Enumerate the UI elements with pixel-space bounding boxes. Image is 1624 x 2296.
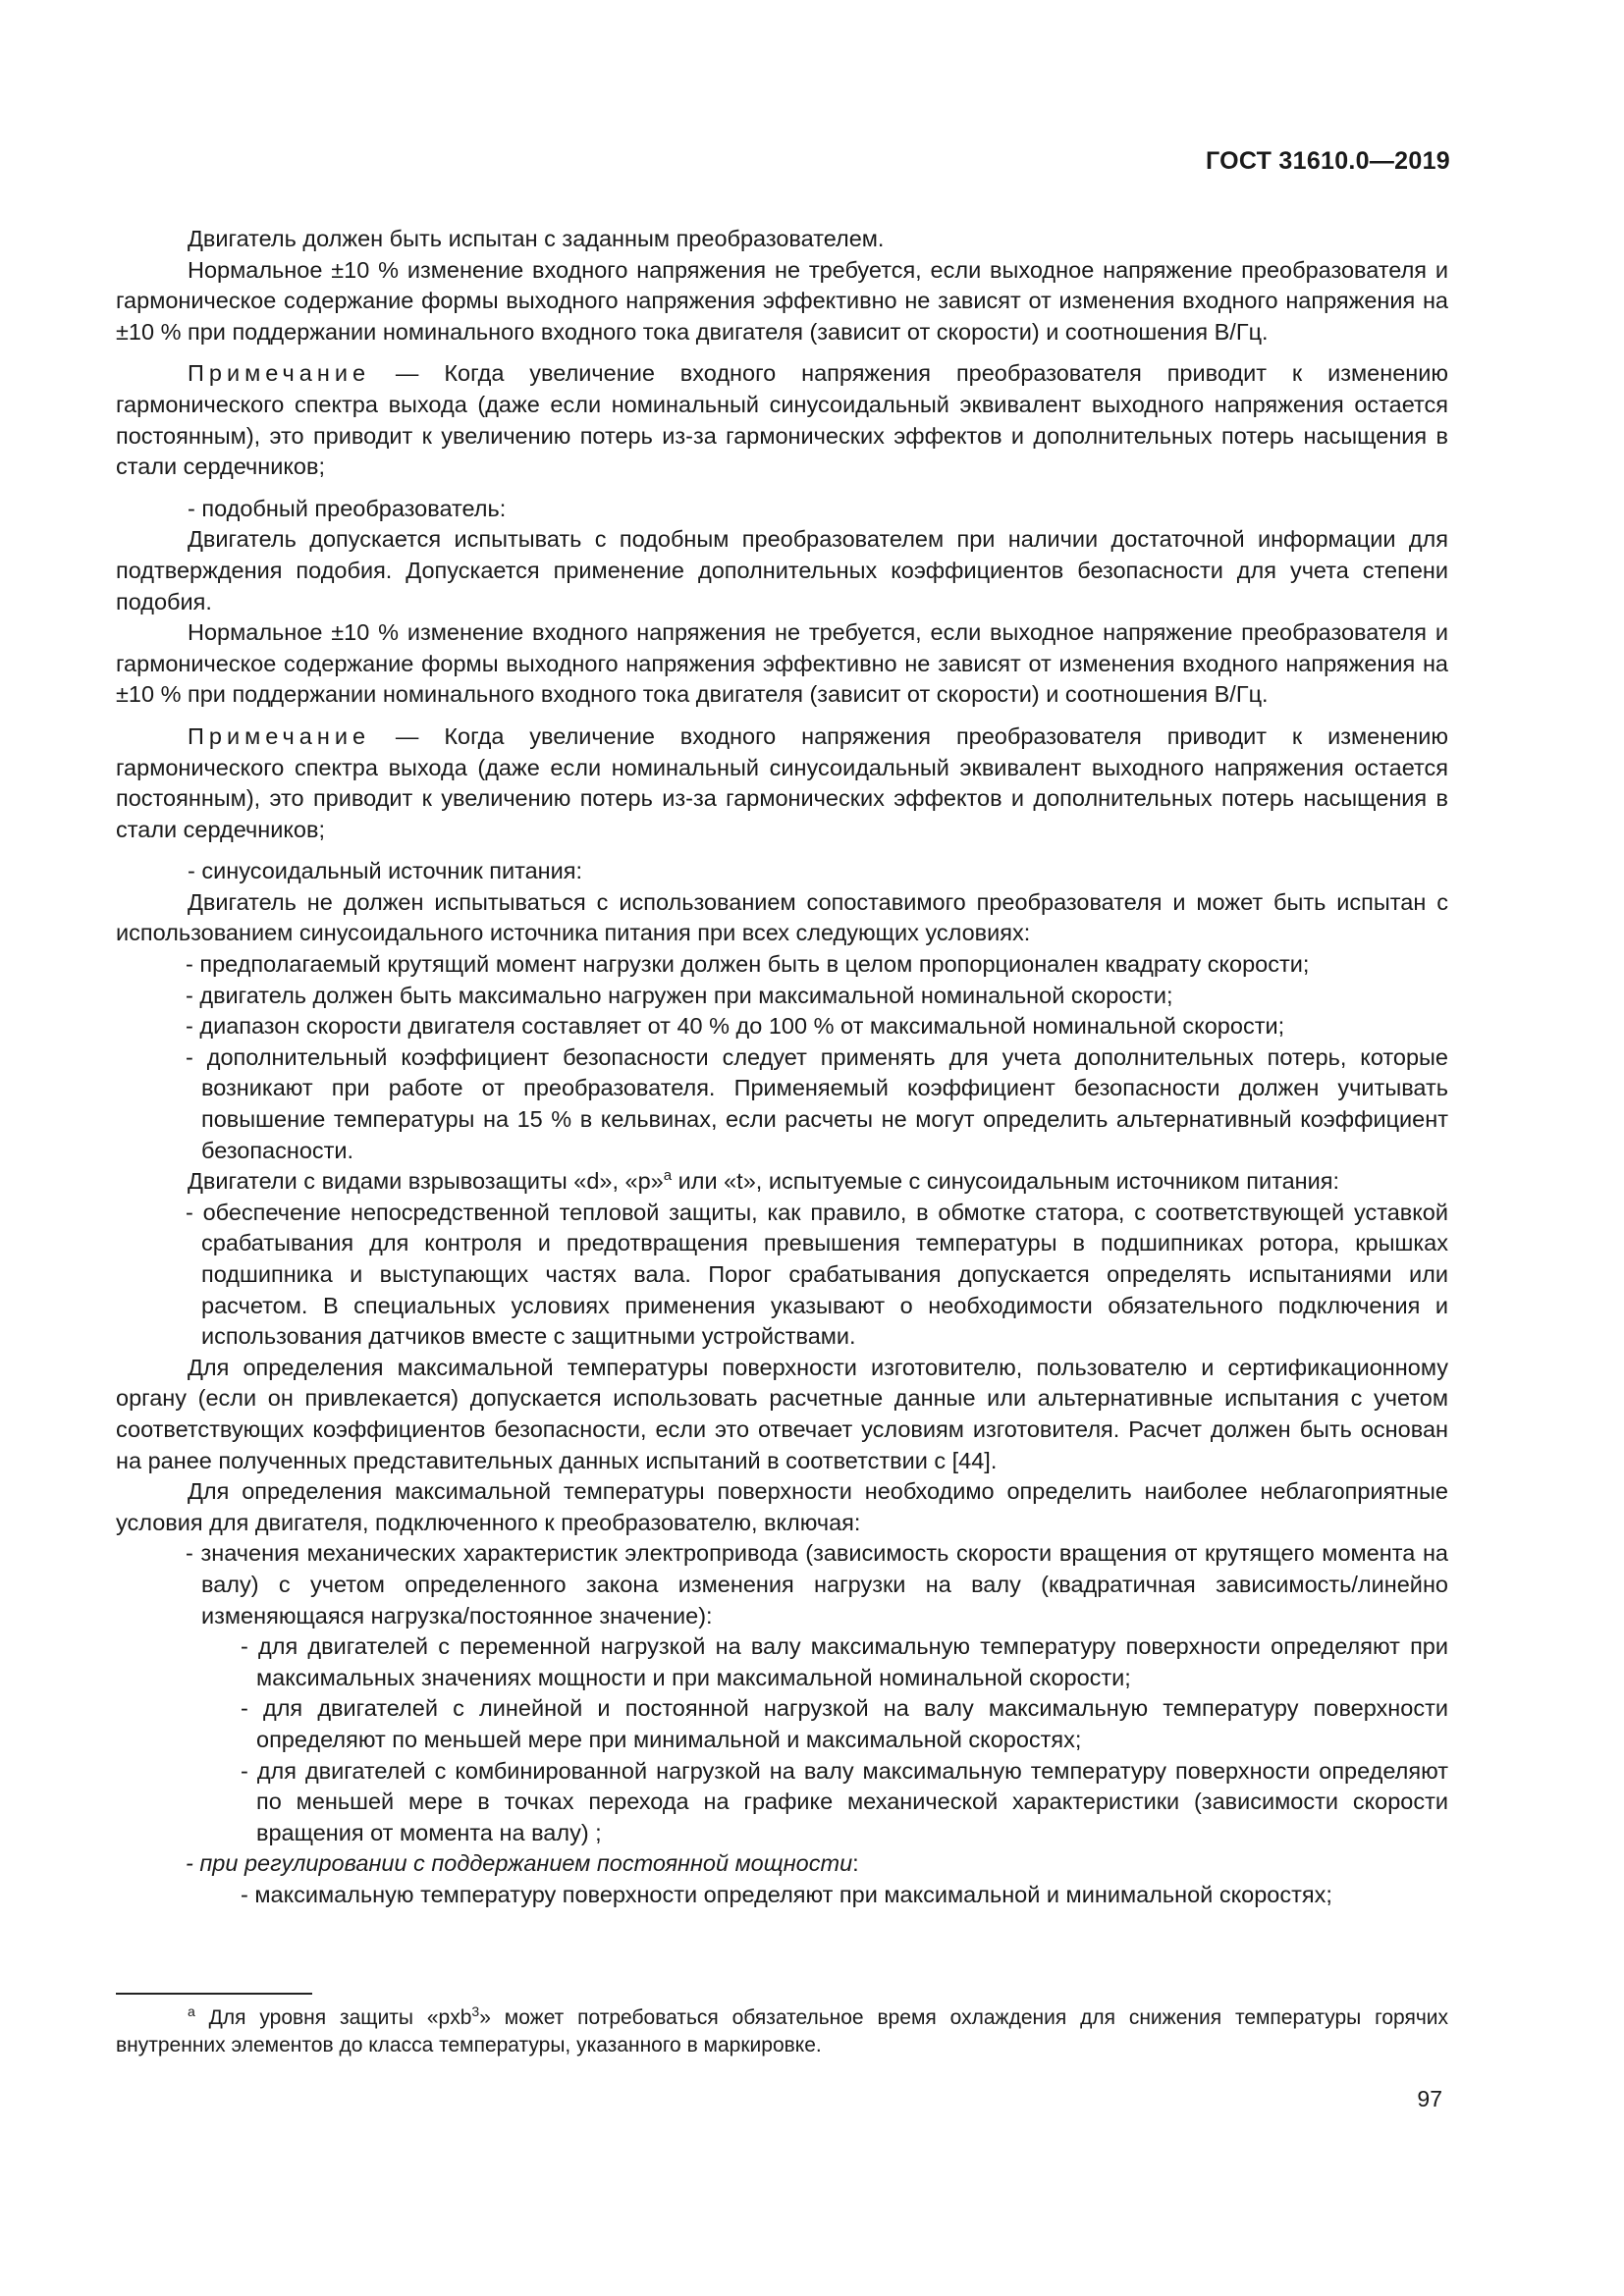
- footnote: [116, 2004, 1448, 2059]
- text-run: :: [852, 1850, 859, 1877]
- condition-item: - двигатель должен быть максимально нагружен при максимальной номинальной скорости;: [186, 982, 1173, 1008]
- text-run: Двигатели с видами взрывозащиты «d», «p»: [188, 1168, 664, 1195]
- sub-list-item: - для двигателей с линейной и постоянной нагрузкой на валу максимальную температуру поверхности определяют по меньшей мере при минимальной и максимальной скоростях;: [241, 1695, 1448, 1752]
- condition-item: - дополнительный коэффициент безопасности следует применять для учета дополнительных потерь, которые возникают при работе от преобразователя. Применяемый коэффициент безопасности должен учитывать повышение температуры на 15 % в кельвинах, если расчеты не могут определить альтернативный коэффициент безопасности.: [186, 1043, 1448, 1163]
- list-item: - значения механических характеристик электропривода (зависимость скорости вращения от крутящего момента на валу) с учетом определенного закона изменения нагрузки на валу (квадратичная зависимость/линейно изменяющаяся нагрузка/постоянное значение):: [186, 1540, 1448, 1629]
- note-text: — Когда увеличение входного напряжения преобразователя приводит к изменению гармонического спектра выхода (даже если номинальный синусоидальный эквивалент выходного напряжения остается постоянным), это приводит к увеличению потерь из-за гармонических эффектов и дополнительных потерь насыщения в стали сердечников;: [116, 360, 1448, 480]
- list-item: [116, 1848, 1448, 1880]
- condition-item: - диапазон скорости двигателя составляет от 40 % до 100 % от максимальной номинальной скорости;: [186, 1013, 1285, 1040]
- protection-item: - обеспечение непосредственной тепловой защиты, как правило, в обмотке статора, с соответствующей уставкой срабатывания для контроля и предотвращения превышения температуры в подшипниках ротора, крышках подшипника и выступающих частях вала. Порог срабатывания допускается определять испытаниями или расчетом. В специальных условиях применения указывают о необходимости обязательного подключения и использования датчиков вместе с защитными устройствами.: [186, 1199, 1448, 1350]
- paragraph: Нормальное ±10 % изменение входного напряжения не требуется, если выходное напряжение преобразователя и гармоническое содержание формы выходного напряжения эффективно не зависят от изменения входного напряжения на ±10 % при поддержании номинального входного тока двигателя (зависит от скорости) и соотношения В/Гц.: [116, 256, 1448, 345]
- footnote-divider: [116, 1993, 312, 1995]
- note-label: Примечание: [188, 360, 371, 387]
- sub-list-item: - максимальную температуру поверхности определяют при максимальной и минимальной скоростях;: [241, 1881, 1332, 1907]
- italic-text: - при регулировании с поддержанием постоянной мощности: [186, 1850, 853, 1877]
- footnote-text: [116, 2004, 1448, 2059]
- page-number: 97: [1417, 2086, 1442, 2111]
- list-item: - подобный преобразователь:: [188, 495, 507, 521]
- page-body: [116, 224, 1448, 1910]
- paragraph: Для определения максимальной температуры поверхности необходимо определить наиболее неблагоприятные условия для двигателя, подключенного к преобразователю, включая:: [116, 1478, 1448, 1535]
- note: [116, 358, 1448, 482]
- paragraph: Нормальное ±10 % изменение входного напряжения не требуется, если выходное напряжение преобразователя и гармоническое содержание формы выходного напряжения эффективно не зависят от изменения входного напряжения на ±10 % при поддержании номинального входного тока двигателя (зависит от скорости) и соотношения В/Гц.: [116, 619, 1448, 708]
- sub-list-item: - для двигателей с переменной нагрузкой на валу максимальную температуру поверхности определяют при максимальных значениях мощности и при максимальной номинальной скорости;: [241, 1633, 1448, 1690]
- list-item: - синусоидальный источник питания:: [188, 858, 583, 884]
- paragraph: Двигатель должен быть испытан с заданным преобразователем.: [188, 226, 885, 251]
- footnote-marker: a: [188, 2003, 195, 2019]
- sub-list-item: - для двигателей с комбинированной нагрузкой на валу максимальную температуру поверхности определяют по меньшей мере в точках перехода на графике механической характеристики (зависимости скорости вращения от момента на валу) ;: [241, 1757, 1448, 1845]
- note: [116, 721, 1448, 845]
- text-run: Для уровня защиты «pxb: [194, 2006, 472, 2029]
- paragraph: Двигатель допускается испытывать с подобным преобразователем при наличии достаточной информации для подтверждения подобия. Допускается применение дополнительных коэффициентов безопасности для учета степени подобия.: [116, 526, 1448, 614]
- note-label: Примечание: [188, 722, 371, 749]
- paragraph: Для определения максимальной температуры поверхности изготовителю, пользователю и сертификационному органу (если он привлекается) допускается использовать расчетные данные или альтернативные испытания с учетом соответствующих коэффициентов безопасности, если это отвечает условиям изготовителя. Расчет должен быть основан на ранее полученных представительных данных испытаний в соответствии с [44].: [116, 1354, 1448, 1473]
- text-run: или «t», испытуемые с синусоидальным источником питания:: [672, 1168, 1340, 1195]
- footnote-ref: a: [663, 1167, 673, 1185]
- note-text: — Когда увеличение входного напряжения преобразователя приводит к изменению гармонического спектра выхода (даже если номинальный синусоидальный эквивалент выходного напряжения остается постоянным), это приводит к увеличению потерь из-за гармонических эффектов и дополнительных потерь насыщения в стали сердечников;: [116, 722, 1448, 842]
- document-id-header: ГОСТ 31610.0—2019: [1205, 147, 1450, 175]
- paragraph: [116, 1166, 1448, 1198]
- text-run: » может потребоваться обязательное время охлаждения для снижения температуры горячих внутренних элементов до класса температуры, указанного в маркировке.: [116, 2006, 1449, 2056]
- paragraph: Двигатель не должен испытываться с использованием сопоставимого преобразователя и может быть испытан с использованием синусоидального источника питания при всех следующих условиях:: [116, 888, 1448, 946]
- superscript: 3: [471, 2003, 480, 2019]
- condition-item: - предполагаемый крутящий момент нагрузки должен быть в целом пропорционален квадрату скорости;: [186, 951, 1310, 978]
